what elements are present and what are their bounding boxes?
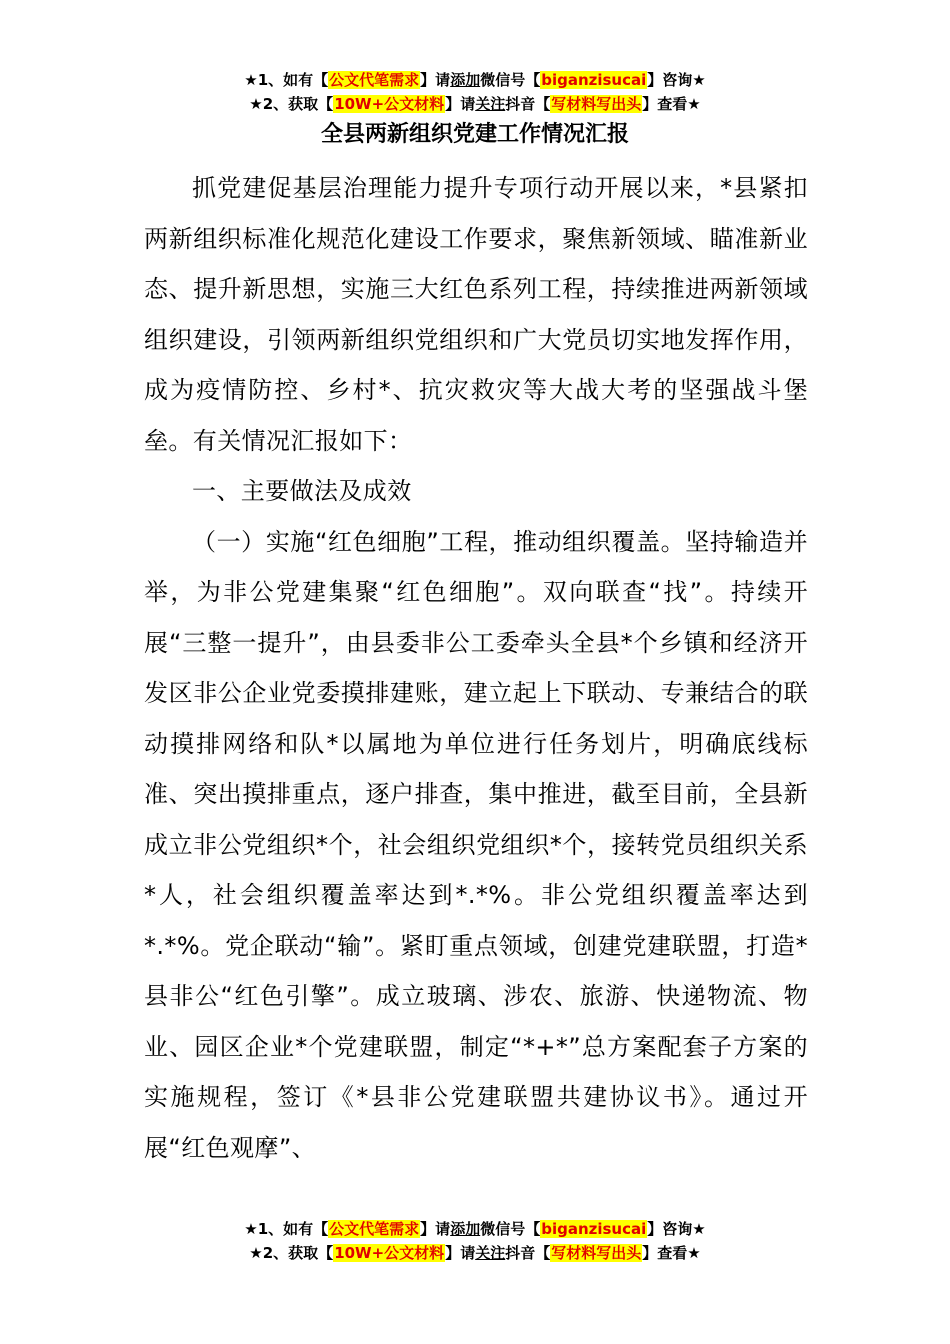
- banner-underline: 关注: [475, 95, 506, 113]
- banner-highlight: 写材料写出头: [551, 1244, 642, 1262]
- banner-text: ★1、如有【: [244, 1220, 329, 1238]
- banner-text: 抖音【: [505, 1244, 551, 1262]
- banner-line-2: [0, 92, 950, 116]
- document-body: [144, 163, 808, 1173]
- banner-text: 】查看★: [642, 1244, 701, 1262]
- paragraph-section-1: （一）实施“红色细胞”工程，推动组织覆盖。坚持输造并举，为非公党建集聚“红色细胞”。双向联查“找”。持续开展“三整一提升”，由县委非公工委牵头全县*个乡镇和经济开发区非公企业党委摸排建账，建立起上下联动、专兼结合的联动摸排网络和队*以属地为单位进行任务划片，明确底线标准、突出摸排重点，逐户排查，集中推进，截至目前，全县新成立非公党组织*个，社会组织党组织*个，接转党员组织关系*人，社会组织覆盖率达到*.*%。非公党组织覆盖率达到*.*%。党企联动“输”。紧盯重点领域，创建党建联盟，打造*县非公“红色引擎”。成立玻璃、涉农、旅游、快递物流、物业、园区企业*个党建联盟，制定“*+*”总方案配套子方案的实施规程，签订《*县非公党建联盟共建协议书》。通过开展“红色观摩”、: [144, 527, 808, 1162]
- top-banner: [0, 68, 950, 116]
- banner-text: 】请: [420, 71, 451, 89]
- bottom-banner: [0, 1217, 950, 1265]
- paragraph-intro: 抓党建促基层治理能力提升专项行动开展以来，*县紧扣两新组织标准化规范化建设工作要求，聚焦新领域、瞄准新业态、提升新思想，实施三大红色系列工程，持续推进两新领域组织建设，引领两新组织党组织和广大党员切实地发挥作用，成为疫情防控、乡村*、抗灾救灾等大战大考的坚强战斗堡垒。有关情况汇报如下：: [144, 174, 808, 455]
- document-title: 全县两新组织党建工作情况汇报: [320, 122, 629, 147]
- banner-underline: 关注: [475, 1244, 506, 1262]
- banner-line-1: [0, 1217, 950, 1241]
- banner-highlight: 公文代笔需求: [329, 1220, 420, 1238]
- banner-highlight: 10W+公文材料: [334, 1244, 445, 1262]
- banner-text: 微信号【: [480, 71, 541, 89]
- banner-text: 】查看★: [642, 95, 701, 113]
- banner-text: 】请: [445, 95, 476, 113]
- banner-text: 微信号【: [480, 1220, 541, 1238]
- section-heading: 一、主要做法及成效: [192, 477, 412, 505]
- banner-highlight: biganzisucai: [541, 1220, 647, 1238]
- banner-underline: 添加: [450, 71, 481, 89]
- banner-text: 】咨询★: [647, 1220, 706, 1238]
- banner-text: 】请: [420, 1220, 451, 1238]
- banner-highlight: 公文代笔需求: [329, 71, 420, 89]
- banner-highlight: biganzisucai: [541, 71, 647, 89]
- banner-text: ★2、获取【: [249, 95, 334, 113]
- banner-highlight: 写材料写出头: [551, 95, 642, 113]
- banner-text: ★2、获取【: [249, 1244, 334, 1262]
- banner-underline: 添加: [450, 1220, 481, 1238]
- banner-text: ★1、如有【: [244, 71, 329, 89]
- banner-text: 抖音【: [505, 95, 551, 113]
- banner-highlight: 10W+公文材料: [334, 95, 445, 113]
- banner-text: 】请: [445, 1244, 476, 1262]
- banner-text: 】咨询★: [647, 71, 706, 89]
- banner-line-1: [0, 68, 950, 92]
- banner-line-2: [0, 1241, 950, 1265]
